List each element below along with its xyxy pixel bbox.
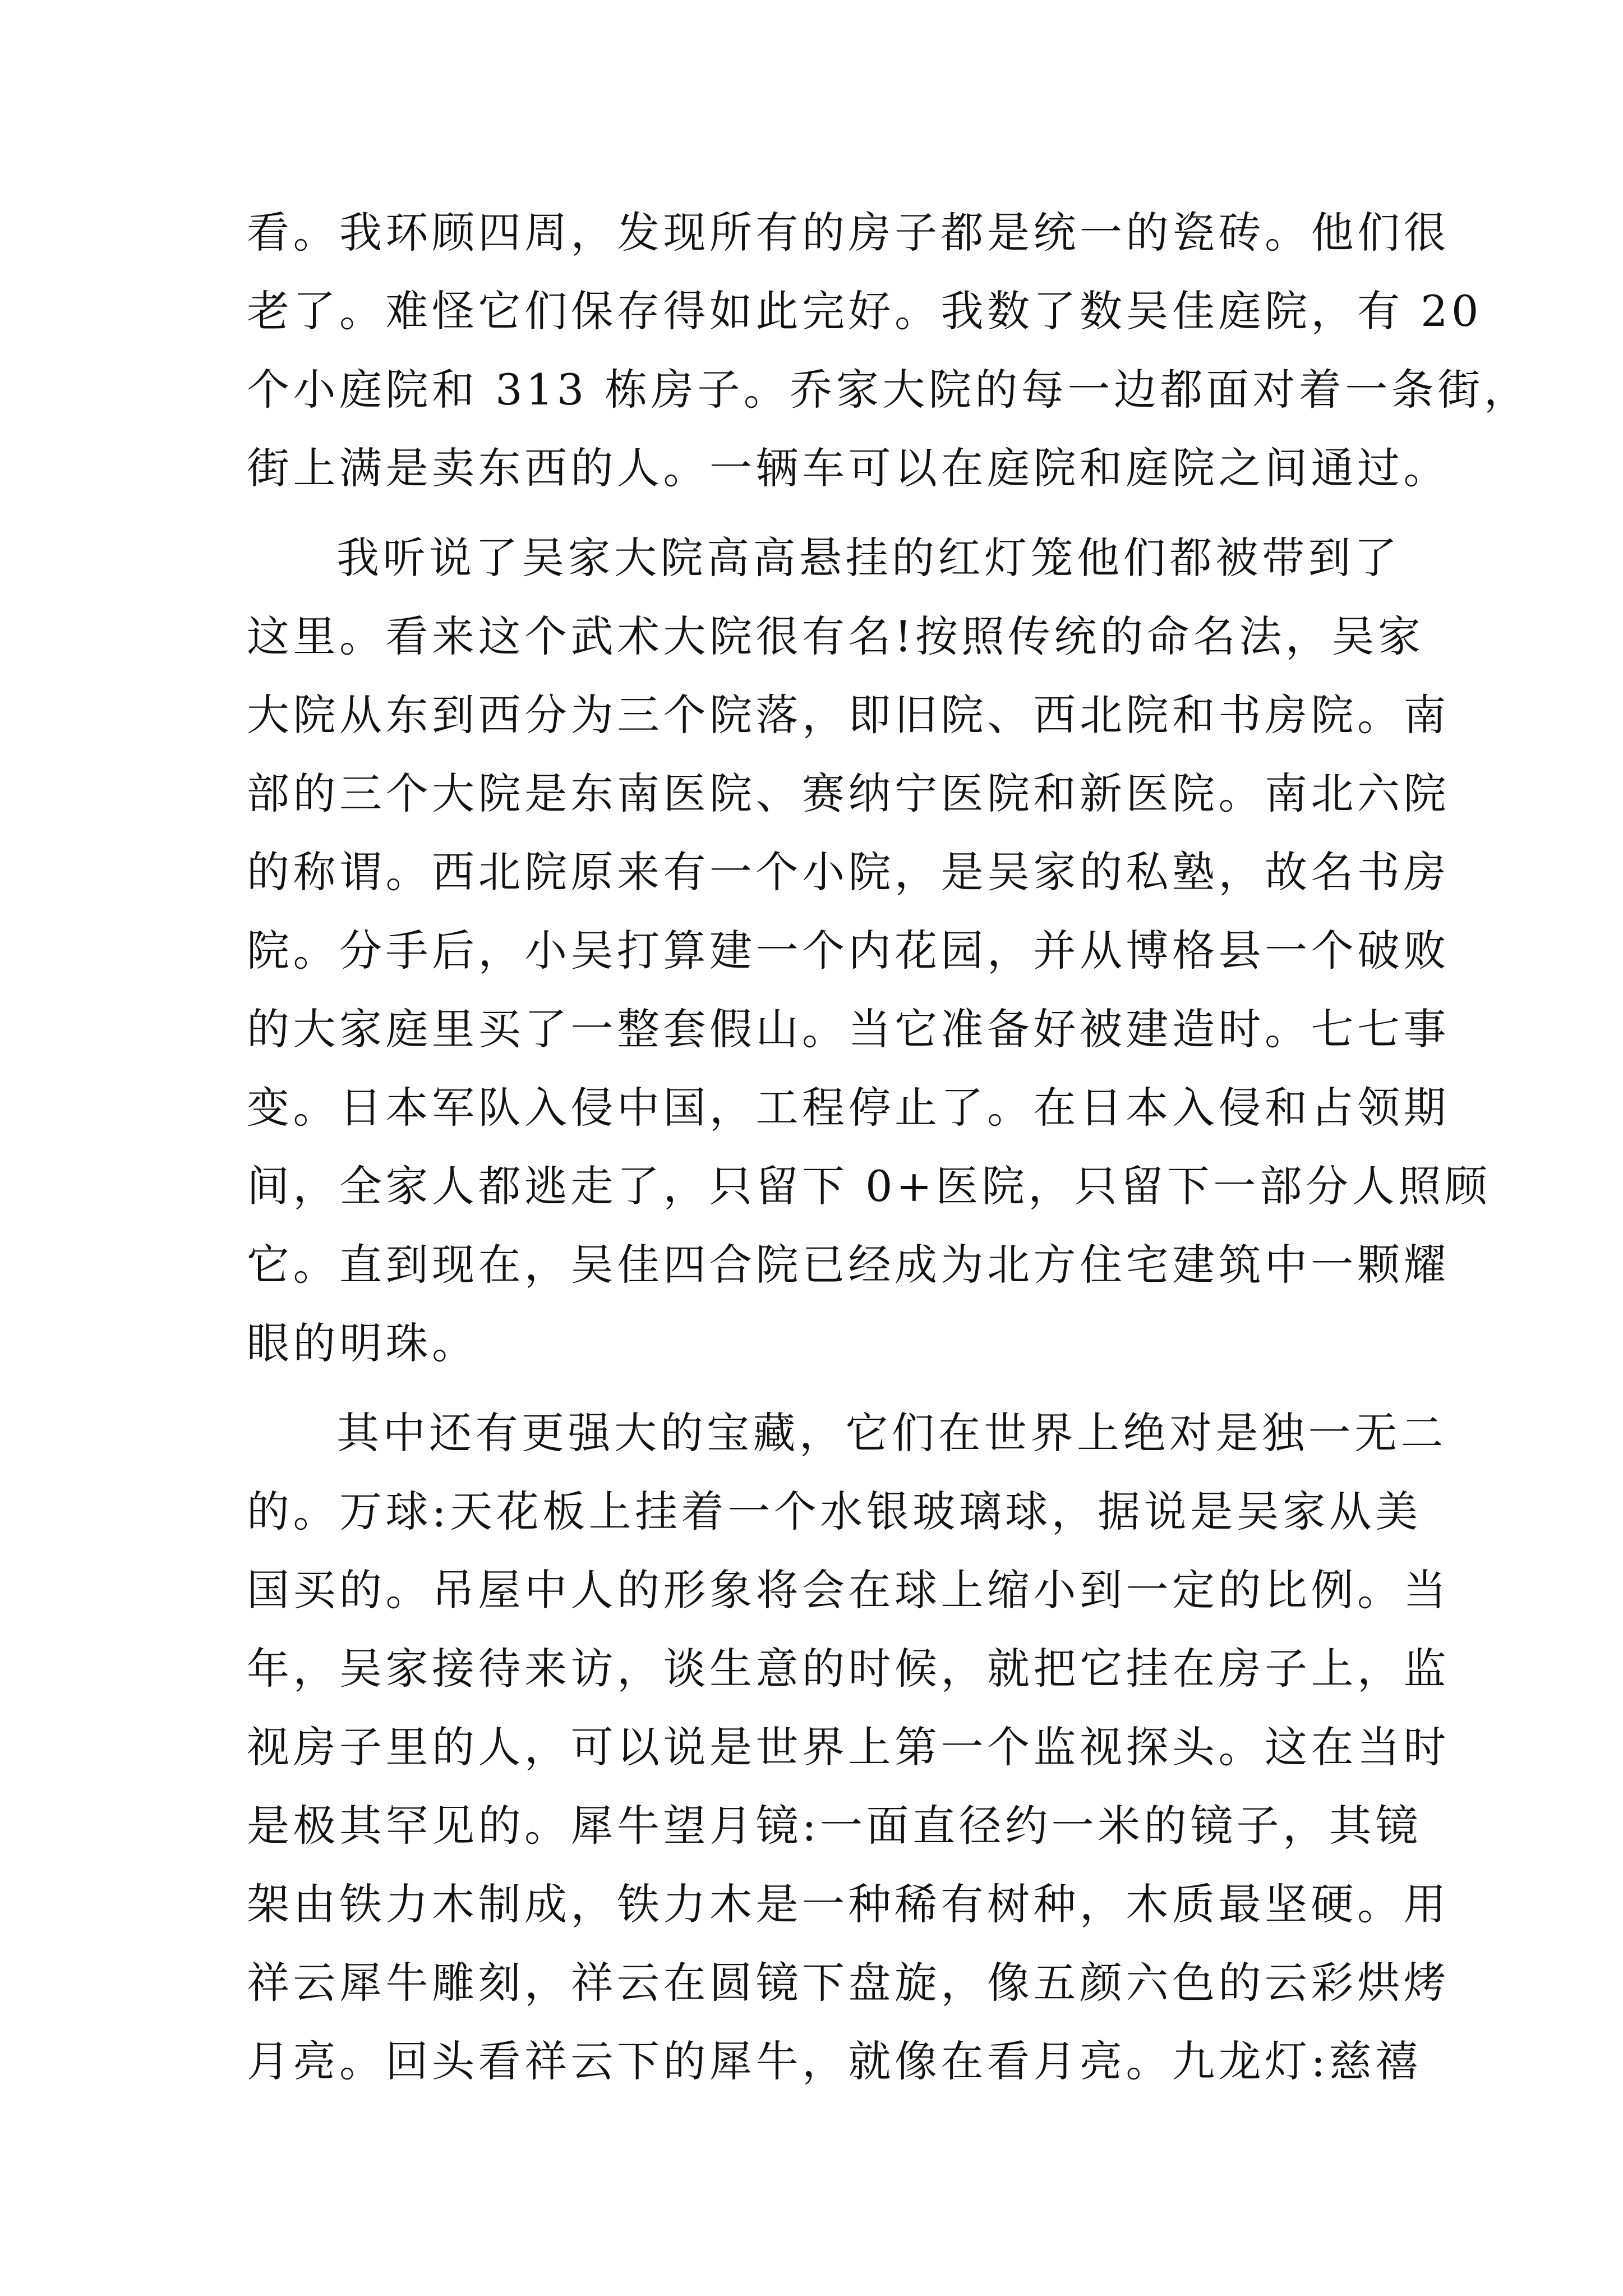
paragraph-2-line-1: 我听说了吴家大院高高悬挂的红灯笼他们都被带到了 (336, 533, 1401, 583)
paragraph-3-line-8: 祥云犀牛雕刻，祥云在圆镜下盘旋，像五颜六色的云彩烘烤 (247, 1958, 1450, 2008)
paragraph-1-line-4: 街上满是卖东西的人。一辆车可以在庭院和庭院之间通过。 (247, 443, 1450, 493)
paragraph-2-line-5: 的称谓。西北院原来有一个小院，是吴家的私塾，故名书房 (247, 847, 1450, 897)
paragraph-2-line-10: 它。直到现在，吴佳四合院已经成为北方住宅建筑中一颗耀 (247, 1240, 1450, 1290)
paragraph-2-line-2: 这里。看来这个武术大院很有名!按照传统的命名法，吴家 (247, 611, 1424, 661)
paragraph-spacer (247, 508, 1402, 519)
paragraph-3-line-2: 的。万球:天花板上挂着一个水银玻璃球，据说是吴家从美 (247, 1487, 1422, 1536)
paragraph-3-line-4: 年，吴家接待来访，谈生意的时候，就把它挂在房子上，监 (247, 1644, 1450, 1694)
paragraph-3-line-6: 是极其罕见的。犀牛望月镜:一面直径约一米的镜子，其镜 (247, 1801, 1422, 1851)
paragraph-3-line-7: 架由铁力木制成，铁力木是一种稀有树种，木质最坚硬。用 (247, 1879, 1450, 1929)
paragraph-2-line-3: 大院从东到西分为三个院落，即旧院、西北院和书房院。南 (247, 690, 1450, 740)
document-body (247, 194, 1530, 2101)
paragraph-2-line-11: 眼的明珠。 (247, 1318, 478, 1368)
paragraph-1-line-3: 个小庭院和 313 栋房子。乔家大院的每一边都面对着一条街， (247, 365, 1530, 415)
paragraph-spacer (247, 1383, 1402, 1394)
paragraph-3-line-5: 视房子里的人，可以说是世界上第一个监视探头。这在当时 (247, 1722, 1450, 1772)
paragraph-1-line-1: 看。我环顾四周，发现所有的房子都是统一的瓷砖。他们很 (247, 208, 1450, 257)
paragraph-3-line-9: 月亮。回头看祥云下的犀牛，就像在看月亮。九龙灯:慈禧 (247, 2036, 1422, 2086)
paragraph-1-line-2: 老了。难怪它们保存得如此完好。我数了数吴佳庭院，有 20 (247, 286, 1482, 336)
paragraph-3-line-3: 国买的。吊屋中人的形象将会在球上缩小到一定的比例。当 (247, 1565, 1450, 1615)
paragraph-2-line-6: 院。分手后，小吴打算建一个内花园，并从博格县一个破败 (247, 926, 1450, 976)
paragraph-2-line-8: 变。日本军队入侵中国，工程停止了。在日本入侵和占领期 (247, 1083, 1450, 1133)
paragraph-2-line-7: 的大家庭里买了一整套假山。当它准备好被建造时。七七事 (247, 1004, 1450, 1054)
paragraph-2-line-4: 部的三个大院是东南医院、赛纳宁医院和新医院。南北六院 (247, 769, 1450, 818)
paragraph-3-line-1: 其中还有更强大的宝藏，它们在世界上绝对是独一无二 (336, 1408, 1447, 1458)
paragraph-2-line-9: 间，全家人都逃走了，只留下 0+医院，只留下一部分人照顾 (247, 1161, 1491, 1211)
